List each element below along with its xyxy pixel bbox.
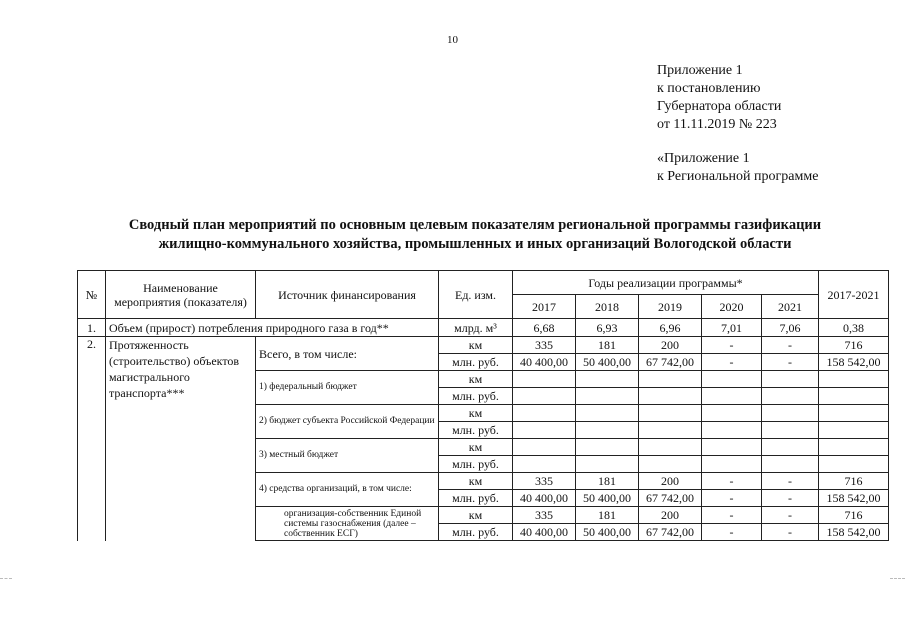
appendix-block <box>657 62 781 134</box>
value-cell <box>639 371 702 388</box>
scan-edge-right <box>890 578 905 579</box>
total-cell: 716 <box>819 337 889 354</box>
row-num: 1. <box>78 319 106 337</box>
unit-cell: км <box>439 405 513 422</box>
header-num: № <box>78 271 106 319</box>
value-cell: 200 <box>639 473 702 490</box>
value-cell <box>639 405 702 422</box>
value-cell <box>576 456 639 473</box>
unit-cell: км <box>439 439 513 456</box>
value-cell: - <box>702 354 762 371</box>
value-cell: 67 742,00 <box>639 524 702 541</box>
value-cell <box>576 422 639 439</box>
value-cell: 181 <box>576 337 639 354</box>
unit-cell: км <box>439 337 513 354</box>
value-cell: 67 742,00 <box>639 354 702 371</box>
header-year: 2018 <box>576 295 639 319</box>
header-unit: Ед. изм. <box>439 271 513 319</box>
header-total: 2017-2021 <box>819 271 889 319</box>
value-cell <box>762 439 819 456</box>
value-cell <box>513 439 576 456</box>
value-cell <box>576 439 639 456</box>
value-cell: 40 400,00 <box>513 354 576 371</box>
value-cell <box>762 371 819 388</box>
unit-cell: млн. руб. <box>439 388 513 405</box>
total-cell <box>819 456 889 473</box>
value-cell: 181 <box>576 507 639 524</box>
total-cell <box>819 422 889 439</box>
total-cell <box>819 439 889 456</box>
source-cell: 1) федеральный бюджет <box>256 371 439 405</box>
value-cell: - <box>702 490 762 507</box>
source-cell: Всего, в том числе: <box>256 337 439 371</box>
value-cell <box>639 439 702 456</box>
title-line: жилищно-коммунального хозяйства, промышленных и иных организаций Вологодской области <box>158 236 792 252</box>
unit-cell: млн. руб. <box>439 490 513 507</box>
value-cell <box>702 405 762 422</box>
unit-cell: км <box>439 371 513 388</box>
value-cell: - <box>702 524 762 541</box>
value-cell <box>762 405 819 422</box>
row-num: 2. <box>78 337 106 541</box>
value-cell: - <box>762 507 819 524</box>
total-cell <box>819 388 889 405</box>
total-cell: 716 <box>819 473 889 490</box>
row-name: Объем (прирост) потребления природного газа в год** <box>106 319 439 337</box>
value-cell <box>762 388 819 405</box>
appendix-line: Приложение 1 <box>657 63 743 78</box>
value-cell: - <box>702 337 762 354</box>
document-title <box>60 216 890 254</box>
source-cell: 4) средства организаций, в том числе: <box>256 473 439 507</box>
value-cell: 50 400,00 <box>576 524 639 541</box>
value-cell: 335 <box>513 473 576 490</box>
appendix-line: к постановлению <box>657 81 761 96</box>
source-cell: 2) бюджет субъекта Российской Федерации <box>256 405 439 439</box>
value-cell: 335 <box>513 337 576 354</box>
value-cell <box>576 371 639 388</box>
unit-cell: км <box>439 473 513 490</box>
total-cell: 158 542,00 <box>819 354 889 371</box>
value-cell: 40 400,00 <box>513 490 576 507</box>
program-appendix-block <box>657 150 818 186</box>
value-cell <box>639 388 702 405</box>
plan-table <box>77 270 889 541</box>
unit-cell: млн. руб. <box>439 456 513 473</box>
value-cell: 6,96 <box>639 319 702 337</box>
source-cell: 3) местный бюджет <box>256 439 439 473</box>
unit-cell: млн. руб. <box>439 524 513 541</box>
value-cell: 67 742,00 <box>639 490 702 507</box>
value-cell <box>702 439 762 456</box>
source-cell: организация-собственник Единой системы газоснабжения (далее – собственник ЕСГ) <box>256 507 439 541</box>
value-cell <box>513 456 576 473</box>
value-cell: - <box>762 337 819 354</box>
value-cell: 7,06 <box>762 319 819 337</box>
unit-cell: млн. руб. <box>439 354 513 371</box>
header-name: Наименование мероприятия (показателя) <box>106 271 256 319</box>
header-source: Источник финансирования <box>256 271 439 319</box>
value-cell: - <box>762 473 819 490</box>
value-cell <box>702 371 762 388</box>
value-cell <box>702 388 762 405</box>
value-cell: 181 <box>576 473 639 490</box>
value-cell: 50 400,00 <box>576 354 639 371</box>
value-cell <box>513 405 576 422</box>
value-cell <box>513 388 576 405</box>
value-cell <box>762 456 819 473</box>
value-cell <box>513 371 576 388</box>
row-name: Протяженность (строительство) объектов магистрального транспорта*** <box>106 337 256 541</box>
value-cell: - <box>702 473 762 490</box>
title-line: Сводный план мероприятий по основным целевым показателям региональной программы газификации <box>128 217 822 233</box>
total-cell <box>819 405 889 422</box>
value-cell: 200 <box>639 337 702 354</box>
value-cell: 6,93 <box>576 319 639 337</box>
total-cell: 158 542,00 <box>819 490 889 507</box>
header-years-group: Годы реализации программы* <box>513 271 819 295</box>
total-cell: 0,38 <box>819 319 889 337</box>
value-cell <box>576 405 639 422</box>
value-cell: - <box>762 354 819 371</box>
value-cell: 200 <box>639 507 702 524</box>
value-cell: 50 400,00 <box>576 490 639 507</box>
value-cell: 7,01 <box>702 319 762 337</box>
value-cell: 40 400,00 <box>513 524 576 541</box>
value-cell: - <box>702 507 762 524</box>
header-year: 2017 <box>513 295 576 319</box>
value-cell <box>639 456 702 473</box>
header-year: 2021 <box>762 295 819 319</box>
scan-edge-left <box>0 578 12 579</box>
header-year: 2019 <box>639 295 702 319</box>
page-number: 10 <box>447 34 458 46</box>
value-cell <box>762 422 819 439</box>
value-cell: - <box>762 524 819 541</box>
value-cell <box>702 456 762 473</box>
value-cell: - <box>762 490 819 507</box>
total-cell: 716 <box>819 507 889 524</box>
unit-cell: млн. руб. <box>439 422 513 439</box>
appendix-line: от 11.11.2019 № 223 <box>657 117 777 132</box>
value-cell <box>639 422 702 439</box>
value-cell: 6,68 <box>513 319 576 337</box>
value-cell <box>702 422 762 439</box>
total-cell: 158 542,00 <box>819 524 889 541</box>
value-cell <box>513 422 576 439</box>
appendix-line: «Приложение 1 <box>657 151 750 166</box>
appendix-line: Губернатора области <box>657 99 782 114</box>
header-year: 2020 <box>702 295 762 319</box>
unit-cell: км <box>439 507 513 524</box>
value-cell <box>576 388 639 405</box>
total-cell <box>819 371 889 388</box>
unit-cell: млрд. м³ <box>439 319 513 337</box>
value-cell: 335 <box>513 507 576 524</box>
appendix-line: к Региональной программе <box>657 169 819 184</box>
